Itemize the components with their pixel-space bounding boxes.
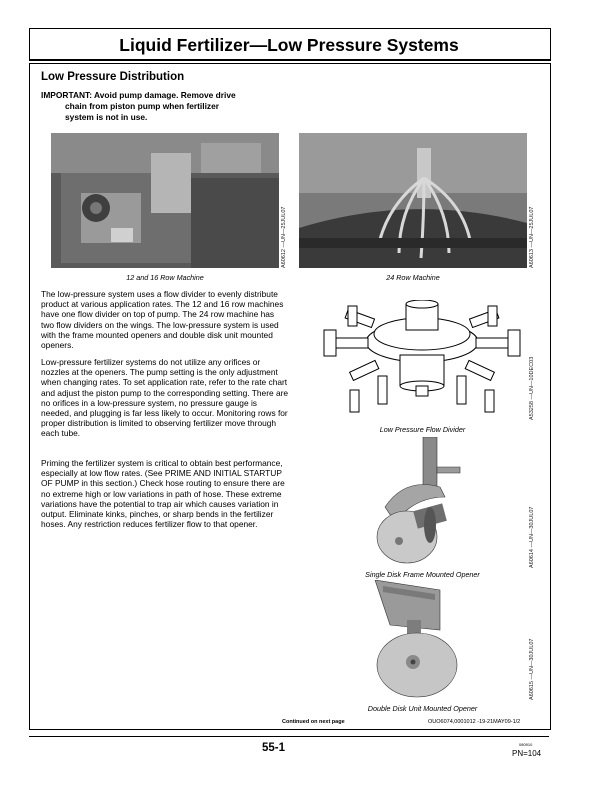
footer-rule [29, 736, 549, 737]
document-code: OUO6074,0001012 -19-21MAY09-1/2 [428, 719, 521, 725]
fig1-caption: 12 and 16 Row Machine [126, 273, 204, 282]
fig3-code: A53258 —UN—10DEC03 [529, 356, 535, 420]
fig4-code: A60614 —UN—30JUL07 [529, 506, 535, 568]
section-heading: Low Pressure Distribution [41, 71, 185, 83]
pn-number: PN=104 [512, 749, 542, 758]
fig3-caption: Low Pressure Flow Divider [379, 425, 466, 434]
continued-note: Continued on next page [282, 719, 345, 725]
important-line-1: IMPORTANT: Avoid pump damage. Remove drive [41, 90, 236, 100]
fig5-caption: Double Disk Unit Mounted Opener [367, 704, 478, 713]
flow-divider-photo-24-row [299, 133, 527, 268]
paragraph-1 [41, 289, 289, 350]
fig2-caption: 24 Row Machine [386, 273, 440, 282]
paragraph-2 [41, 357, 289, 439]
important-line-3: system is not in use. [65, 112, 148, 122]
double-disk-opener-image [345, 580, 525, 700]
flow-divider-drawing [320, 300, 525, 418]
fig2-code: A60613 —UN—25JUL07 [529, 206, 535, 268]
pump-photo-12-16-row [51, 133, 279, 268]
important-line-2: chain from piston pump when fertilizer [65, 101, 220, 111]
paragraph-3 [41, 458, 289, 529]
fig1-code: A60612 —UN—25JUL07 [281, 206, 287, 268]
paragraph-3-text: Priming the fertilizer system is critical to obtain best performance, especially at low flow rates. (See PRIME AND INITIAL STARTUP OF PUMP in this section.) Check hose routing to ensure there are no extreme high or low variations in path of hose. These extreme variations have the potential to trap air which causes variation in output. Eliminate kinks, pinches, or sharp bends in the fertilizer hoses. Any restriction reduces fertilizer flow to that opener. [41, 458, 285, 530]
important-note [41, 90, 291, 123]
fig5-code: A60615 —UN—30JUL07 [529, 638, 535, 700]
single-disk-opener-image [345, 437, 525, 567]
fig4-caption: Single Disk Frame Mounted Opener [365, 570, 480, 579]
revision-code: 080910 [519, 742, 533, 747]
paragraph-2-text: Low-pressure fertilizer systems do not utilize any orifices or nozzles at the openers. The pump setting is the only adjustment when changing rates. To set application rate, refer to the rate chart and adjust the piston pump to the corresponding setting. There are no orifices in a low-pressure system, no pressure gauge is needed, and plugging is far less likely to occur. Monitoring rows for proper distribution is limited to observing fertilizer move through each tube. [41, 357, 289, 439]
paragraph-1-text: The low-pressure system uses a flow divider to evenly distribute product at various application rates. The 12 and 16 row machines have one flow divider on top of pump. The 24 row machine has two flow dividers on the wings. The low-pressure system is used with the frame mounted openers and double disk unit mounted openers. [41, 289, 284, 351]
page-title: Liquid Fertilizer—Low Pressure Systems [119, 35, 459, 55]
page-number: 55-1 [262, 742, 286, 754]
